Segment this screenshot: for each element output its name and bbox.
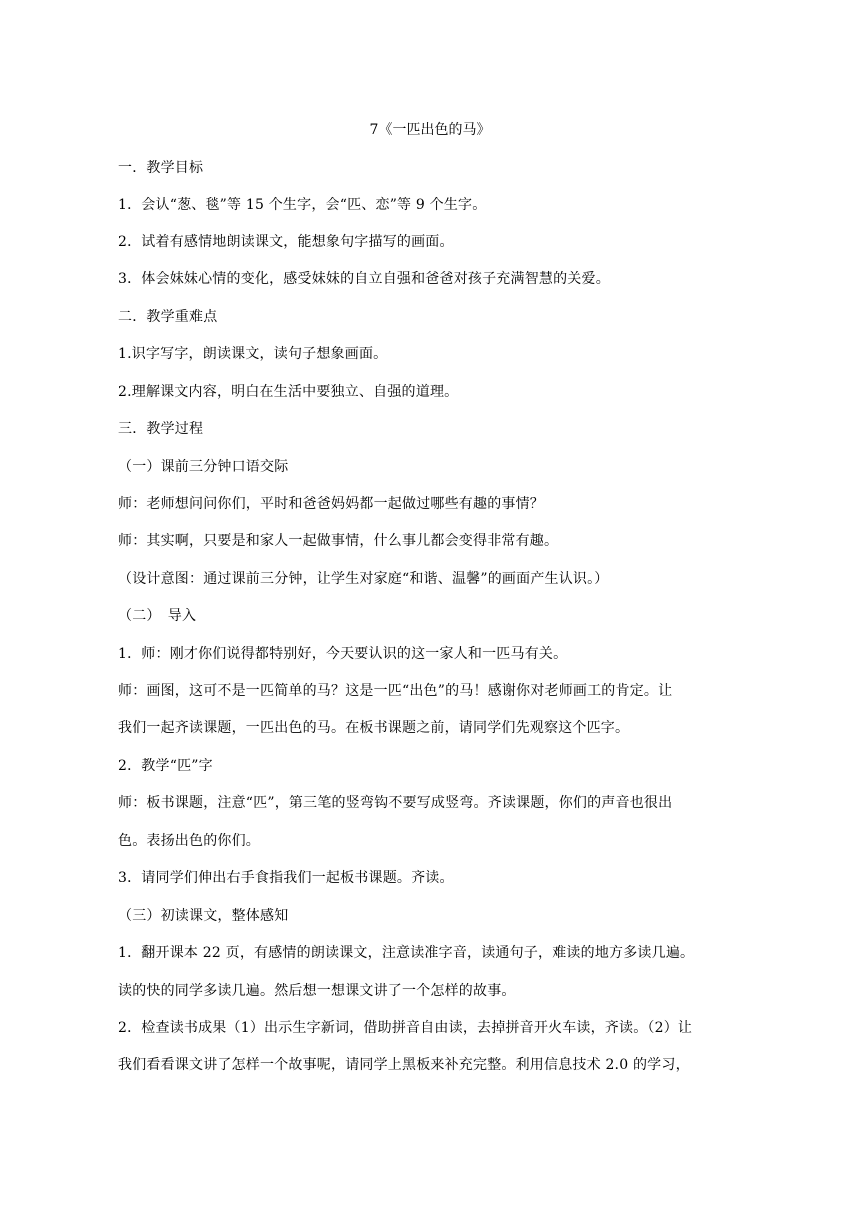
subsection-heading: （一）课前三分钟口语交际 xyxy=(118,459,289,475)
paragraph-line: 师：画图，这可不是一匹简单的马？这是一匹“出色”的马！感谢你对老师画工的肯定。让 xyxy=(118,683,673,699)
paragraph-line: 读的快的同学多读几遍。然后想一想课文讲了一个怎样的故事。 xyxy=(118,983,516,999)
paragraph-line: 2．教学“匹”字 xyxy=(118,758,213,774)
paragraph-line: 3．请同学们伸出右手食指我们一起板书课题。齐读。 xyxy=(118,870,454,886)
paragraph-line: 1．师：刚才你们说得都特别好，今天要认识的这一家人和一匹马有关。 xyxy=(118,646,568,662)
paragraph-line: 师：其实啊，只要是和家人一起做事情，什么事儿都会变得非常有趣。 xyxy=(118,533,559,549)
paragraph-line: 1.识字写字，朗读课文，读句子想象画面。 xyxy=(118,346,388,362)
subsection-heading: （三）初读课文，整体感知 xyxy=(118,908,289,924)
paragraph-line: 2.理解课文内容，明白在生活中要独立、自强的道理。 xyxy=(118,384,459,400)
paragraph-line: 2．试着有感情地朗读课文，能想象句字描写的画面。 xyxy=(118,234,454,250)
section-heading-process: 三．教学过程 xyxy=(118,421,204,437)
subsection-heading: （二） 导入 xyxy=(118,608,197,624)
paragraph-line: 师：板书课题，注意“匹”，第三笔的竖弯钩不要写成竖弯。齐读课题，你们的声音也很出 xyxy=(118,795,673,811)
paragraph-line: 我们看看课文讲了怎样一个故事呢，请同学上黑板来补充完整。利用信息技术 2.0 的学习， xyxy=(118,1057,690,1073)
paragraph-line: 1．翻开课本 22 页，有感情的朗读课文，注意读准字音，读通句子，难读的地方多读几遍。 xyxy=(118,945,695,961)
paragraph-line: （设计意图：通过课前三分钟，让学生对家庭“和谐、温馨”的画面产生认识。） xyxy=(118,571,609,587)
paragraph-line: 3．体会妹妹心情的变化，感受妹妹的自立自强和爸爸对孩子充满智慧的关爱。 xyxy=(118,271,610,287)
paragraph-line: 1．会认“葱、毯”等 15 个生字，会“匹、恋”等 9 个生字。 xyxy=(118,197,487,213)
paragraph-line: 色。表扬出色的你们。 xyxy=(118,833,260,849)
section-heading-key-points: 二．教学重难点 xyxy=(118,309,218,325)
document-title: 7《一匹出色的马》 xyxy=(369,122,491,138)
section-heading-teaching-goals: 一．教学目标 xyxy=(118,160,204,176)
paragraph-line: 我们一起齐读课题，一匹出色的马。在板书课题之前，请同学们先观察这个匹字。 xyxy=(118,720,630,736)
paragraph-line: 2．检查读书成果（1）出示生字新词，借助拼音自由读，去掉拼音开火车读，齐读。（2）让 xyxy=(118,1020,693,1036)
paragraph-line: 师：老师想问问你们，平时和爸爸妈妈都一起做过哪些有趣的事情？ xyxy=(118,496,544,512)
